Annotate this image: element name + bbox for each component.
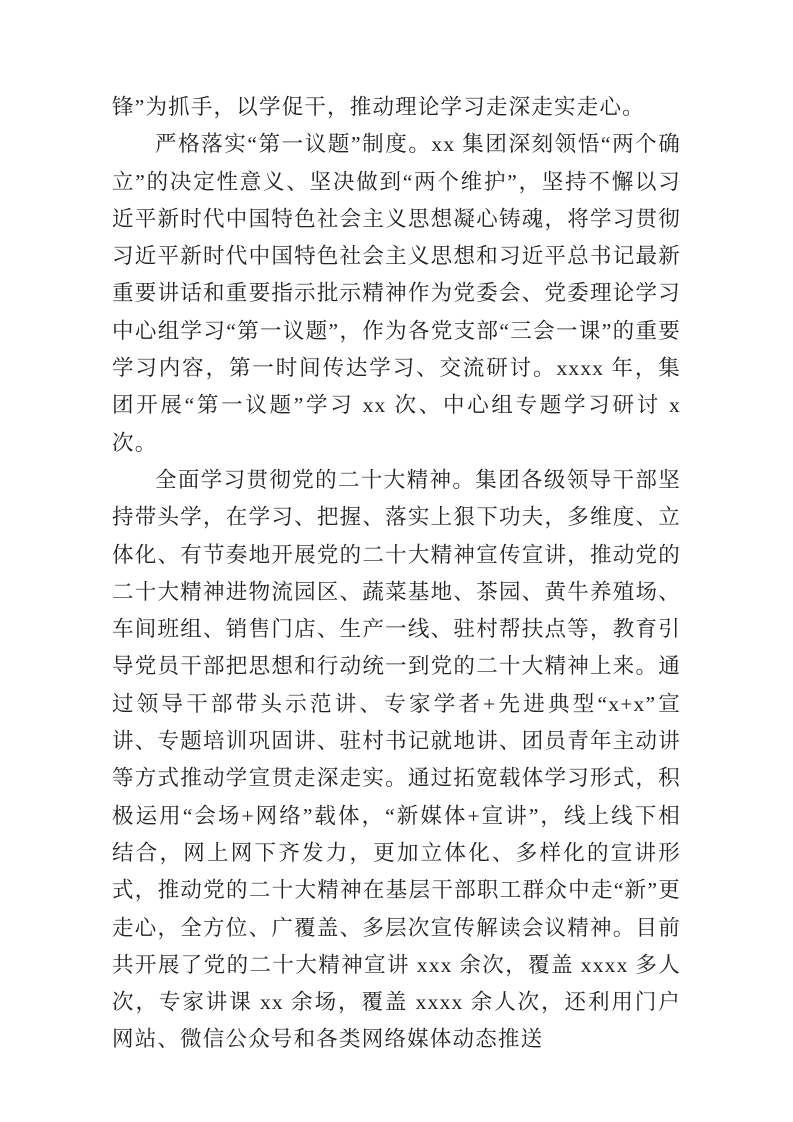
paragraph-20th-congress-spirit: 全面学习贯彻党的二十大精神。集团各级领导干部坚持带头学，在学习、把握、落实上狠下功夫，多维度、立体化、有节奏地开展党的二十大精神宣传宣讲，推动党的二十大精神进物流园区、蔬菜基地、茶园、黄牛养殖场、车间班组、销售门店、生产一线、驻村帮扶点等，教育引导党员干部把思想和行动统一到党的二十大精神上来。通过领导干部带头示范讲、专家学者+先进典型“x+x”宣讲、专题培训巩固讲、驻村书记就地讲、团员青年主动讲等方式推动学宣贯走深走实。通过拓宽载体学习形式，积极运用“会场+网络”载体，“新媒体+宣讲”，线上线下相结合，网上网下齐发力，更加立体化、多样化的宣讲形式，推动党的二十大精神在基层干部职工群众中走“新”更走心，全方位、广覆盖、多层次宣传解读会议精神。目前共开展了党的二十大精神宣讲 xxx 余次，覆盖 xxxx 多人次，专家讲课 xx 余场，覆盖 xxxx 余人次，还利用门户网站、微信公众号和各类网络媒体动态推送 (112, 467, 681, 1052)
document-text-area (112, 89, 681, 1059)
paragraph-first-topic-system: 严格落实“第一议题”制度。xx 集团深刻领悟“两个确立”的决定性意义、坚决做到“两个维护”，坚持不懈以习近平新时代中国特色社会主义思想凝心铸魂，将学习贯彻习近平新时代中国特色社会主义思想和习近平总书记最新重要讲话和重要指示批示精神作为党委会、党委理论学习中心组学习“第一议题”，作为各党支部“三会一课”的重要学习内容，第一时间传达学习、交流研讨。xxxx 年，集团开展“第一议题”学习 xx 次、中心组专题学习研讨 x 次。 (112, 132, 681, 455)
paragraph-continuation: 锋”为抓手，以学促干，推动理论学习走深走实走心。 (112, 95, 645, 119)
